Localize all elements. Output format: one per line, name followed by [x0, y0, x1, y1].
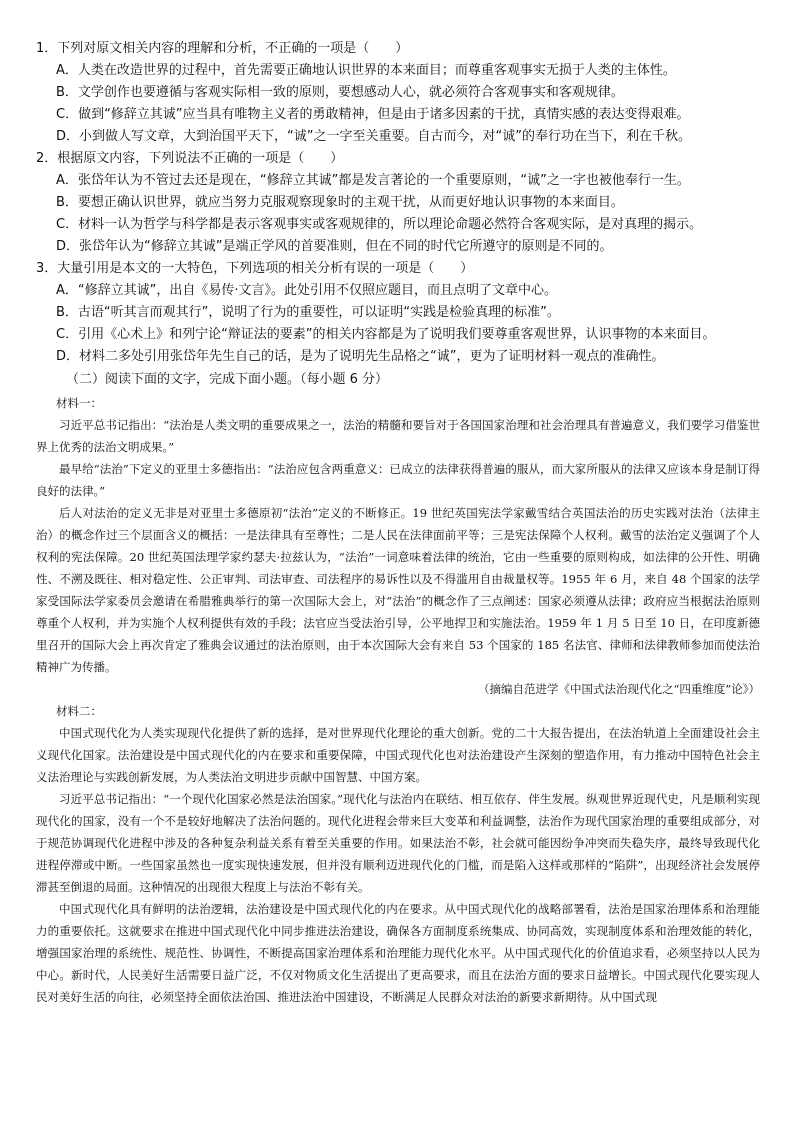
question-2-option-d: D．张岱年认为“修辞立其诚”是端正学风的首要准则，但在不同的时代它所遵守的原则是不同的。 [56, 239, 613, 254]
material-1-paragraph: 最早给“法治”下定义的亚里士多德指出：“法治应包含两重意义：已成立的法律获得普遍的服从，而大家所服从的法律又应该本身是制订得良好的法律。” [36, 462, 760, 498]
question-1-option-b: B．文学创作也要遵循与客观实际相一致的原则，要想感动人心，就必须符合客观事实和客观规律。 [56, 85, 624, 100]
question-3-option-b: B．古语“听其言而观其行”，说明了行为的重要性，可以证明“实践是检验真理的标准”。 [56, 305, 560, 320]
material-2-paragraph: 习近平总书记指出：“一个现代化国家必然是法治国家。”现代化与法治内在联结、相互依存、伴生发展。纵观世界近现代史，凡是顺利实现现代化的国家，没有一个不是较好地解决了法治问题的。现代化进程会带来巨大变革和利益调整，法治作为现代国家治理的重要组成部分，对于规范协调现代化进程中涉及的各种复杂利益关系有着至关重要的作用。如果法治不彰，社会就可能因纷争冲突而失稳失序，最终导致现代化进程停滞或中断。一些国家虽然也一度实现快速发展，但并没有顺利迈进现代化的门槛，而是陷入这样或那样的“陷阱”，出现经济社会发展停滞甚至倒退的局面。这种情况的出现很大程度上与法治不彰有关。 [36, 792, 760, 894]
material-1-paragraph: 后人对法治的定义无非是对亚里士多德原初“法治”定义的不断修正。19 世纪英国宪法学家戴雪结合英国法治的历史实践对法治（法律主治）的概念作过三个层面含义的概括：一是法律具有至尊性；二是人民在法律面前平等；三是宪法保障个人权利。戴雪的法治定义强调了个人权利的宪法保障。20 世纪英国法理学家约瑟夫·拉兹认为，“法治”一词意味着法律的统治，它由一些重要的原则构成，如法律的公开性、明确性、不溯及既往、相对稳定性、公正审判、司法审查、司法程序的易诉性以及不得滥用自由裁量权等。1955 年 6 月，来自 48 个国家的法学家受国际法学家委员会邀请在希腊雅典举行的第一次国际大会上，对“法治”的概念作了三点阐述：国家必须遵从法律；政府应当根据法治原则尊重个人权利，并为实施个人权利提供有效的手段；法官应当受法治引导，公平地捍卫和实施法治。1959 年 1 月 5 日至 10 日，在印度新德里召开的国际大会上再次肯定了雅典会议通过的法治原则，由于本次国际大会有来自 53 个国家的 185 名法官、律师和法律教师参加而使法治精神广为传播。 [36, 506, 760, 674]
question-2-option-c: C．材料一认为哲学与科学都是表示客观事实或客观规律的，所以理论命题必然符合客观实际，是对真理的揭示。 [56, 217, 703, 232]
material-2-label: 材料二： [56, 704, 102, 718]
question-1-option-d: D．小到做人写文章，大到治国平天下，“诚”之一字至关重要。自古而今，对“诚”的奉行功在当下，利在千秋。 [56, 129, 691, 144]
question-2-option-a: A．张岱年认为不管过去还是现在，“修辞立其诚”都是发言著论的一个重要原则，“诚”之一字也被他奉行一生。 [56, 173, 690, 188]
question-1 [36, 38, 760, 148]
question-3-title: 3．大量引用是本文的一大特色，下列选项的相关分析有误的一项是（ ） [36, 261, 474, 276]
question-2-title: 2．根据原文内容，下列说法不正确的一项是（ ） [36, 151, 344, 166]
question-3 [36, 258, 760, 368]
question-2 [36, 148, 760, 258]
material-1-paragraph: 习近平总书记指出：“法治是人类文明的重要成果之一，法治的精髓和要旨对于各国国家治理和社会治理具有普遍意义，我们要学习借鉴世界上优秀的法治文明成果。” [36, 418, 760, 454]
material-2-paragraph: 中国式现代化为人类实现现代化提供了新的选择，是对世界现代化理论的重大创新。党的二十大报告提出，在法治轨道上全面建设社会主义现代化国家。法治建设是中国式现代化的内在要求和重要保障，中国式现代化也对法治建设产生深刻的塑造作用，有力推动中国特色社会主义法治理论与实践创新发展，为人类法治文明进步贡献中国智慧、中国方案。 [36, 726, 760, 784]
material-2 [36, 700, 760, 1008]
material-1 [36, 392, 760, 700]
material-2-paragraph: 中国式现代化具有鲜明的法治逻辑，法治建设是中国式现代化的内在要求。从中国式现代化的战略部署看，法治是国家治理体系和治理能力的重要依托。这就要求在推进中国式现代化中同步推进法治建设，确保各方面制度系统集成、协同高效，实现制度体系和治理效能的转化，增强国家治理的系统性、规范性、协调性，不断提高国家治理体系和治理能力现代化水平。从中国式现代化的价值追求看，必须坚持以人民为中心。新时代，人民美好生活需要日益广泛，不仅对物质文化生活提出了更高要求，而且在法治方面的要求日益增长。中国式现代化要实现人民对美好生活的向往，必须坚持全面依法治国、推进法治中国建设，不断满足人民群众对法治的新要求新期待。从中国式现 [36, 902, 760, 1004]
question-3-option-a: A．“修辞立其诚”，出自《易传·文言》。此处引用不仅照应题目，而且点明了文章中心。 [56, 283, 557, 298]
question-3-option-c: C．引用《心术上》和列宁论“辩证法的要素”的相关内容都是为了说明我们要尊重客观世界，认识事物的本来面目。 [56, 327, 716, 342]
question-1-option-c: C．做到“修辞立其诚”应当具有唯物主义者的勇敢精神，但是由于诸多因素的干扰，真情实感的表达变得艰难。 [56, 107, 690, 122]
question-2-option-b: B．要想正确认识世界，就应当努力克服观察现象时的主观干扰，从而更好地认识事物的本来面目。 [56, 195, 624, 210]
question-1-option-a: A．人类在改造世界的过程中，首先需要正确地认识世界的本来面目；而尊重客观事实无损于人类的主体性。 [56, 63, 676, 78]
section-2-heading: （二）阅读下面的文字，完成下面小题。（每小题 6 分） [66, 372, 389, 387]
material-1-label: 材料一： [56, 396, 102, 410]
question-1-title: 1．下列对原文相关内容的理解和分析，不正确的一项是（ ） [36, 41, 409, 56]
material-1-source: （摘编自范进学《中国式法治现代化之“四重维度”论》） [477, 682, 760, 696]
exam-page [36, 38, 760, 1008]
question-3-option-d: D．材料二多处引用张岱年先生自己的话，是为了说明先生品格之“诚”，更为了证明材料一观点的准确性。 [56, 349, 665, 364]
